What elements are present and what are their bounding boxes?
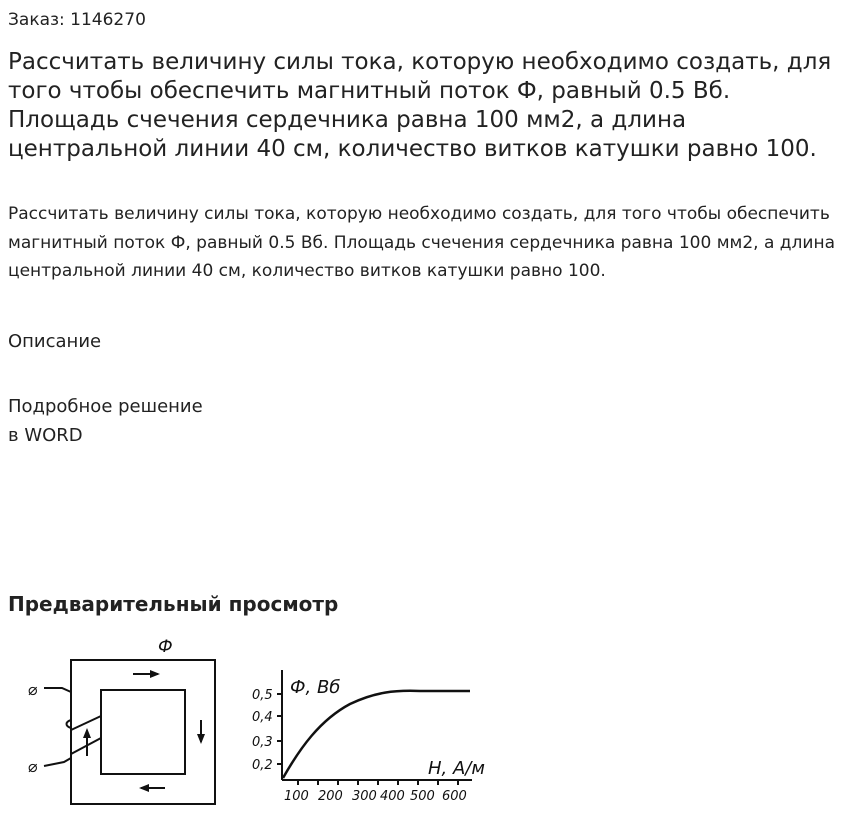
coil-turn-1 bbox=[71, 716, 101, 730]
flux-arrowhead-left bbox=[83, 728, 91, 738]
flux-arrowhead-right bbox=[197, 734, 205, 744]
coil-lead-top bbox=[44, 688, 71, 692]
graph-x-tick-label: 500 bbox=[410, 789, 435, 804]
graph-y-tick-label: 0,4 bbox=[252, 710, 273, 725]
graph-x-tick-label: 600 bbox=[442, 789, 467, 804]
flux-arrowhead-top bbox=[150, 670, 160, 678]
description-label: Описание bbox=[8, 331, 102, 352]
terminal-bottom-icon: ⌀ bbox=[28, 757, 38, 776]
solution-line-2: в WORD bbox=[8, 425, 83, 446]
order-number: Заказ: 1146270 bbox=[8, 10, 146, 30]
graph-y-axis-label: Ф, Вб bbox=[290, 677, 341, 698]
graph-y-tick-label: 0,3 bbox=[252, 735, 273, 750]
graph-x-tick-label: 300 bbox=[352, 789, 377, 804]
graph-x-tick-label: 400 bbox=[380, 789, 405, 804]
preview-figure bbox=[0, 630, 520, 820]
coil-lead-bottom bbox=[44, 758, 71, 766]
solution-info bbox=[8, 392, 203, 450]
core-flux-label: Ф bbox=[158, 637, 173, 657]
magnetization-graph bbox=[252, 670, 485, 804]
magnetic-core-diagram bbox=[44, 660, 215, 804]
graph-y-tick-label: 0,5 bbox=[252, 688, 273, 703]
graph-x-axis-label: H, А/м bbox=[428, 758, 485, 779]
core-outer-outline bbox=[71, 660, 215, 804]
flux-arrowhead-bottom bbox=[139, 784, 149, 792]
solution-line-1: Подробное решение bbox=[8, 396, 203, 417]
task-title: Рассчитать величину силы тока, которую необходимо создать, для того чтобы обеспечить магнитный поток Ф, равный 0.5 Вб. Площадь счечения сердечника равна 100 мм2, а длина центральной линии 40 см, количество витков катушки равно 100. bbox=[8, 49, 832, 162]
task-description-text: Рассчитать величину силы тока, которую необходимо создать, для того чтобы обеспечить магнитный поток Ф, равный 0.5 Вб. Площадь счечения сердечника равна 100 мм2, а длина центральной линии 40 см, количество витков катушки равно 100. bbox=[8, 204, 835, 281]
preview-heading: Предварительный просмотр bbox=[8, 592, 339, 616]
preview-image bbox=[0, 630, 520, 820]
terminal-top-icon: ⌀ bbox=[28, 680, 38, 699]
core-inner-window bbox=[101, 690, 185, 774]
graph-x-tick-label: 200 bbox=[318, 789, 343, 804]
graph-y-tick-label: 0,2 bbox=[252, 758, 273, 773]
graph-x-tick-label: 100 bbox=[284, 789, 309, 804]
